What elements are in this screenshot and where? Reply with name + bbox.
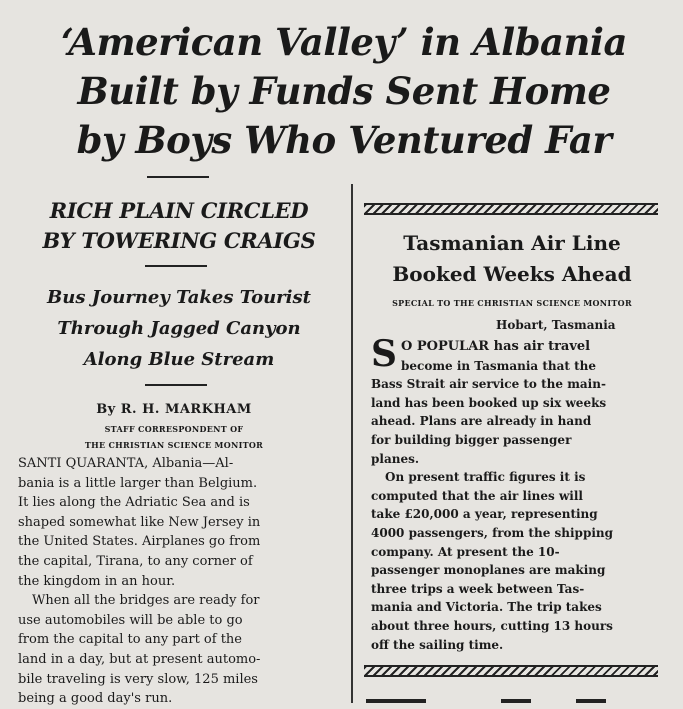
left-para-2-line: When all the bridges are ready for <box>32 593 260 609</box>
left-article-body <box>18 454 344 709</box>
right-para-1-line: become in Tasmania that the <box>401 358 596 373</box>
right-para-2-line: company. At present the 10- <box>371 544 560 559</box>
left-para-1-line: SANTI QUARANTA, Albania—Al- <box>18 456 234 471</box>
left-para-1-line: the United States. Airplanes go from <box>18 534 261 550</box>
left-para-2-line: use automobiles will be able to go <box>18 612 243 628</box>
left-para-2-line: land in a day, but at present automo- <box>18 651 261 667</box>
left-subhead-2-line-3: Along Blue Stream <box>83 349 275 370</box>
right-para-2-line: On present traffic figures it is <box>385 470 586 485</box>
main-headline-line-1: ‘American Valley’ in Albania <box>61 20 627 64</box>
left-para-1-line: bania is a little larger than Belgium. <box>18 475 258 491</box>
right-article-body <box>371 333 657 654</box>
byline-title-2: THE CHRISTIAN SCIENCE MONITOR <box>84 440 264 450</box>
left-subhead-1-line-2: BY TOWERING CRAIGS <box>42 228 316 253</box>
special-credit: SPECIAL TO THE CHRISTIAN SCIENCE MONITOR <box>392 298 632 308</box>
left-para-2-line: from the capital to any part of the <box>18 632 242 648</box>
left-subhead-2-line-2: Through Jagged Canyon <box>57 318 301 339</box>
byline-title-1: STAFF CORRESPONDENT OF <box>104 424 244 434</box>
main-headline-line-2: Built by Funds Sent Home <box>77 69 611 113</box>
column-divider <box>351 184 353 703</box>
decorative-border-top <box>364 203 658 215</box>
decorative-border-bottom <box>364 665 658 677</box>
right-para-2-line: about three hours, cutting 13 hours <box>371 618 613 633</box>
right-para-2-line: mania and Victoria. The trip takes <box>371 600 602 615</box>
byline: By R. H. MARKHAM <box>96 402 252 417</box>
right-headline-line-1: Tasmanian Air Line <box>403 231 621 255</box>
right-para-1-line: for building bigger passenger <box>371 432 572 447</box>
left-subhead-rule-2 <box>145 384 207 386</box>
left-subhead-rule-1 <box>145 265 207 267</box>
left-para-1-line: It lies along the Adriatic Sea and is <box>18 495 250 511</box>
right-para-2-line: three trips a week between Tas- <box>371 581 585 596</box>
left-subhead-1-line-1: RICH PLAIN CIRCLED <box>49 198 309 223</box>
right-para-2-line: 4000 passengers, from the shipping <box>371 525 614 540</box>
next-article-headline-fragment <box>366 690 656 703</box>
left-para-1-line: shaped somewhat like New Jersey in <box>18 514 261 530</box>
right-para-1-line: ahead. Plans are already in hand <box>371 414 592 429</box>
right-para-1-line: land has been booked up six weeks <box>371 395 607 410</box>
right-para-2-line: off the sailing time. <box>371 637 504 652</box>
right-para-2-line: passenger monoplanes are making <box>371 563 606 578</box>
left-para-1-line: the capital, Tirana, to any corner of <box>18 553 253 569</box>
right-dateline: Hobart, Tasmania <box>496 318 616 332</box>
right-para-2-line: take £20,000 a year, representing <box>371 507 598 522</box>
right-para-1-line: planes. <box>371 451 420 466</box>
main-headline-line-3: by Boys Who Ventured Far <box>76 118 612 162</box>
left-para-1-line: the kingdom in an hour. <box>18 573 176 589</box>
right-para-2-line: computed that the air lines will <box>371 488 583 503</box>
headline-rule <box>147 176 209 178</box>
left-para-2-line: being a good day's run. <box>18 691 173 707</box>
drop-cap: S <box>371 333 397 375</box>
left-subhead-2-line-1: Bus Journey Takes Tourist <box>47 287 311 308</box>
left-para-2-line: bile traveling is very slow, 125 miles <box>18 671 258 687</box>
right-para-1-line-1: O POPULAR has air travel <box>401 339 591 354</box>
right-headline-line-2: Booked Weeks Ahead <box>392 262 632 286</box>
right-para-1-line: Bass Strait air service to the main- <box>371 377 606 392</box>
